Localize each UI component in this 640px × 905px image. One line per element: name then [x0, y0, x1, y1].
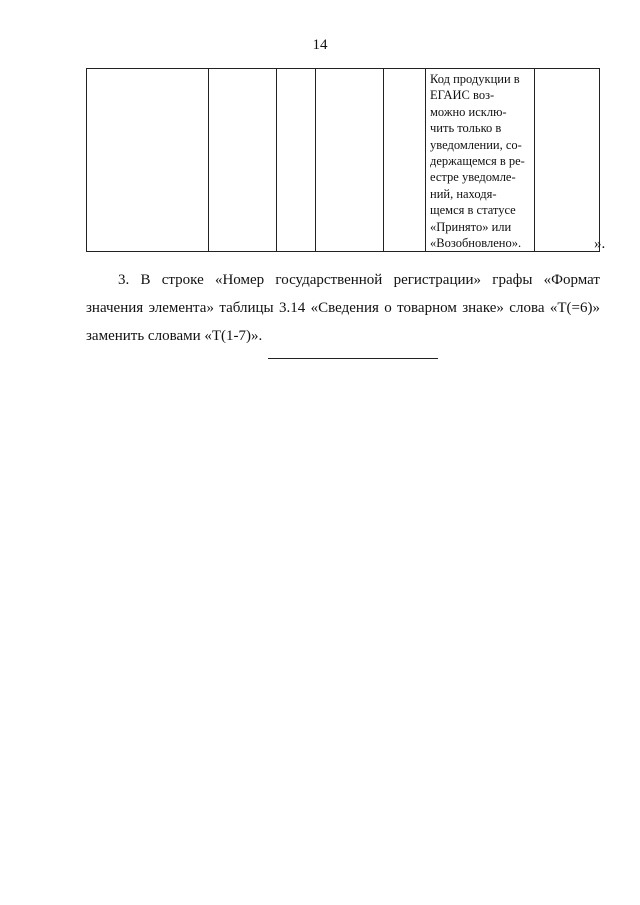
table-cell-3 [277, 69, 316, 252]
table-cell-5 [384, 69, 426, 252]
table-cell-7 [535, 69, 600, 252]
table-row [87, 69, 600, 252]
amendment-paragraph: 3. В строке «Номер государственной регистрации» графы «Формат значения элемента» таблицы 3.14 «Сведения о товарном знаке» слова «Т(=6)» заменить словами «Т(1-7)». [86, 272, 600, 344]
table-cell-6 [426, 69, 535, 252]
page-number: 14 [312, 37, 328, 53]
table-fragment [86, 68, 600, 252]
table-cell-2 [209, 69, 277, 252]
table-cell-4 [316, 69, 384, 252]
end-separator-line [268, 358, 438, 359]
product-code-note: Код продукции в ЕГАИС воз- можно исклю- чить только в уведомлении, со- держащемся в ре- естре уведомле- ний, находя- щемся в статусе «Принято» или «Возобновлено». [430, 72, 525, 251]
table-cell-1 [87, 69, 209, 252]
closing-quote: ». [594, 236, 606, 252]
